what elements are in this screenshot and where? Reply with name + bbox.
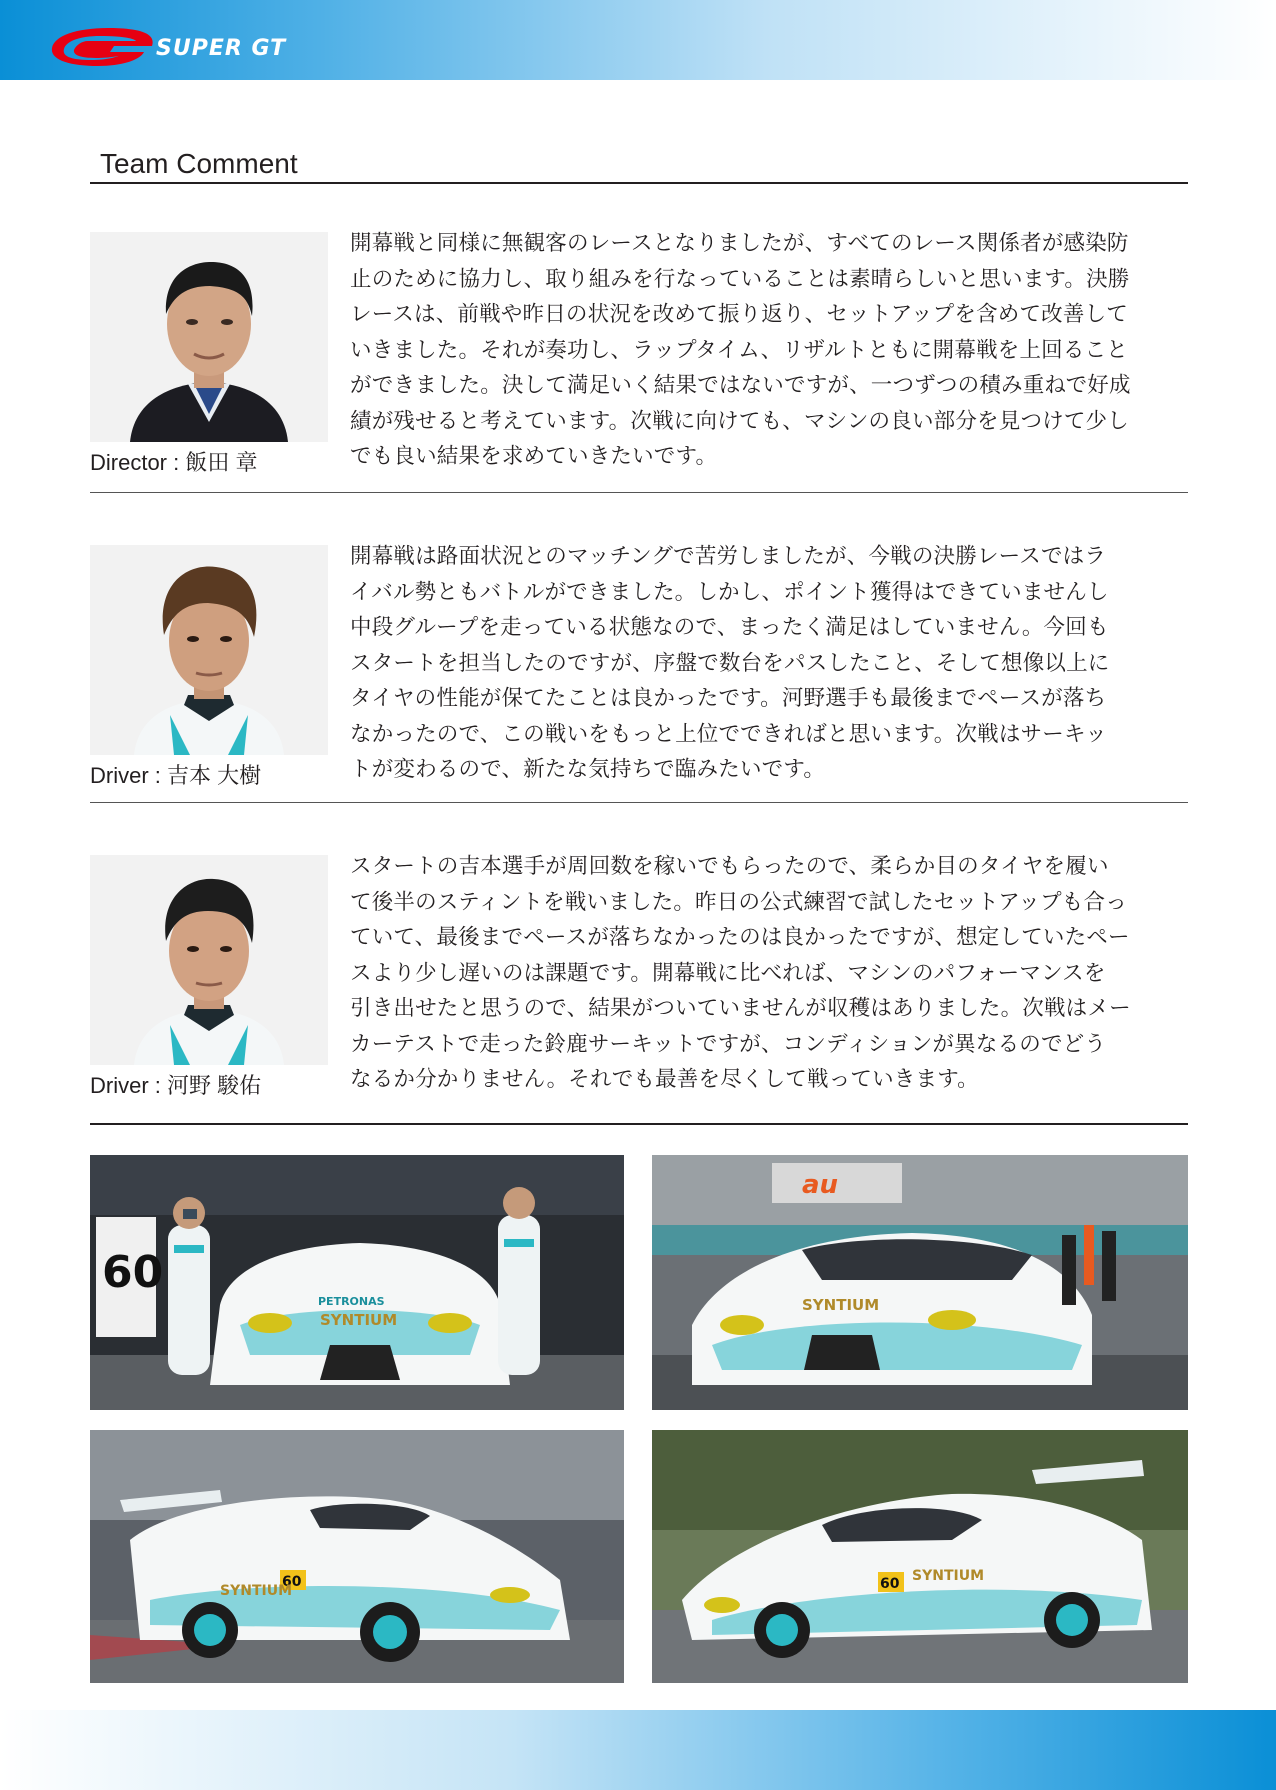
kono-comment-text xyxy=(350,849,1168,1098)
divider xyxy=(90,802,1188,803)
comment-line: なるか分かりません。それでも最善を尽くして戦っていきます。 xyxy=(350,1067,979,1092)
product-label: SYNTIUM xyxy=(320,1311,398,1329)
comment-line: ていて、最後までペースが落ちなかったのは良かったですが、想定していたペー xyxy=(350,925,1130,950)
comment-driver-yoshimoto xyxy=(90,544,1188,788)
comment-driver-kono xyxy=(90,854,1188,1098)
divider xyxy=(90,492,1188,493)
director-caption: Director : 飯田 章 xyxy=(90,450,258,475)
comment-line: タイヤの性能が保てたことは良かったです。河野選手も最後までペースが落ち xyxy=(350,686,1107,711)
footer-banner xyxy=(0,1710,1276,1790)
comment-line: スタートの吉本選手が周回数を稼いでもらったので、柔らか目のタイヤを履い xyxy=(350,854,1109,879)
super-gt-logo-mark xyxy=(48,22,158,72)
director-portrait xyxy=(90,232,328,442)
comment-line: スより少し遅いのは課題です。開幕戦に比べれば、マシンのパフォーマンスを xyxy=(350,960,1106,986)
comment-line: 中段グループを走っている状態なので、まったく満足はしていません。今回も xyxy=(350,615,1109,640)
director-comment-text xyxy=(350,226,1168,475)
car-on-track-photo-2 xyxy=(652,1430,1188,1683)
car-on-track-photo-1 xyxy=(90,1430,624,1683)
car-number-label: 60 xyxy=(880,1576,900,1592)
yoshimoto-caption: Driver : 吉本 大樹 xyxy=(90,763,262,788)
person-portrait-icon xyxy=(90,545,328,755)
car-number-label: 60 xyxy=(282,1574,302,1590)
yoshimoto-portrait xyxy=(90,545,328,755)
person-portrait-icon xyxy=(90,232,328,442)
comment-line: て後半のスティントを戦いました。昨日の公式練習で試したセットアップも合っ xyxy=(350,889,1127,915)
kono-caption: Driver : 河野 駿佑 xyxy=(90,1073,262,1098)
comment-line: イバル勢ともバトルができました。しかし、ポイント獲得はできていませんし xyxy=(350,579,1109,605)
comment-line: カーテストで走った鈴鹿サーキットですが、コンディションが異なるのでどう xyxy=(350,1031,1107,1057)
race-car-photo xyxy=(652,1155,1188,1410)
product-label: SYNTIUM xyxy=(220,1583,292,1599)
header-banner xyxy=(0,0,1276,80)
section-title-text: Team Comment xyxy=(100,148,298,179)
person-portrait-icon xyxy=(90,855,328,1065)
comment-line: でも良い結果を求めていきたいです。 xyxy=(350,444,718,469)
yoshimoto-comment-text xyxy=(350,539,1168,788)
comment-line: 開幕戦と同様に無観客のレースとなりましたが、すべてのレース関係者が感染防 xyxy=(350,231,1129,256)
comment-line: 引き出せたと思うので、結果がついていませんが収穫はありました。次戦はメー xyxy=(350,996,1131,1021)
brand-name: SUPER GT xyxy=(156,36,287,61)
comment-line: 績が残せると考えています。次戦に向けても、マシンの良い部分を見つけて少し xyxy=(350,408,1129,434)
product-label: SYNTIUM xyxy=(802,1296,880,1314)
comment-line: ができました。決して満足いく結果ではないですが、一つずつの積み重ねで好成 xyxy=(350,373,1131,398)
car-number-board: 60 xyxy=(102,1247,164,1298)
comment-line: いきました。それが奏功し、ラップタイム、リザルトともに開幕戦を上回ること xyxy=(350,337,1128,363)
sponsor-label: PETRONAS xyxy=(318,1295,385,1308)
section-title xyxy=(90,146,1188,184)
product-label: SYNTIUM xyxy=(912,1568,984,1584)
comment-line: 止のために協力し、取り組みを行なっていることは素晴らしいと思います。決勝 xyxy=(350,266,1130,292)
comment-line: スタートを担当したのですが、序盤で数台をパスしたこと、そして想像以上に xyxy=(350,650,1110,676)
comment-director xyxy=(90,231,1188,475)
pit-banner-label: au xyxy=(802,1170,839,1200)
kono-portrait xyxy=(90,855,328,1065)
super-gt-logo xyxy=(48,22,338,72)
comment-line: レースは、前戦や昨日の状況を改めて振り返り、セットアップを含めて改善して xyxy=(350,302,1128,327)
race-car-photo xyxy=(652,1430,1188,1683)
comment-line: 開幕戦は路面状況とのマッチングで苦労しましたが、今戦の決勝レースではラ xyxy=(350,544,1107,569)
comment-line: なかったので、この戦いをもっと上位でできればと思います。次戦はサーキッ xyxy=(350,721,1107,747)
team-photo-garage xyxy=(90,1155,624,1410)
race-car-photo xyxy=(90,1155,624,1410)
car-in-pit-photo xyxy=(652,1155,1188,1410)
divider xyxy=(90,1123,1188,1125)
race-car-photo xyxy=(90,1430,624,1683)
comment-line: トが変わるので、新たな気持ちで臨みたいです。 xyxy=(350,757,826,782)
